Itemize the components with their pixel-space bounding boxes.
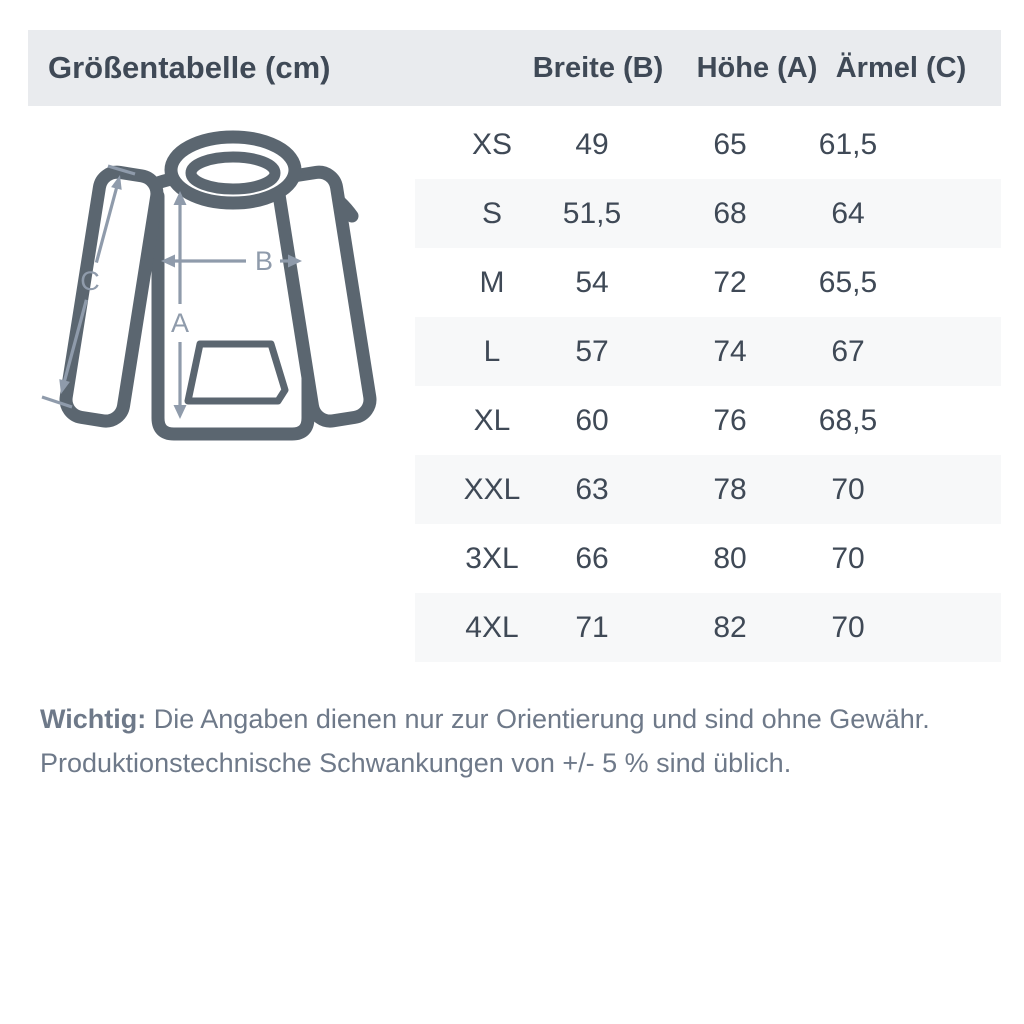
size-label: 3XL xyxy=(465,542,519,575)
aermel-value: 68,5 xyxy=(818,404,878,437)
size-label: L xyxy=(483,335,501,368)
table-row-4xl xyxy=(415,593,1001,662)
breite-value: 54 xyxy=(575,266,609,299)
column-header-aermel: Ärmel (C) xyxy=(835,52,967,84)
table-row-3xl xyxy=(415,524,1001,593)
table-row-l xyxy=(415,317,1001,386)
hoehe-value: 72 xyxy=(713,266,747,299)
hoehe-value: 74 xyxy=(713,335,747,368)
page-title: Größentabelle (cm) xyxy=(48,50,331,85)
table-row-xxl xyxy=(415,455,1001,524)
breite-value: 66 xyxy=(575,542,609,575)
aermel-value: 70 xyxy=(831,542,865,575)
hoehe-value: 65 xyxy=(713,128,747,161)
aermel-value: 61,5 xyxy=(818,128,878,161)
aermel-value: 64 xyxy=(831,197,865,230)
disclaimer-bold-label: Wichtig: xyxy=(40,704,147,734)
breite-value: 49 xyxy=(575,128,609,161)
aermel-value: 67 xyxy=(831,335,865,368)
breite-value: 71 xyxy=(575,611,609,644)
size-label: 4XL xyxy=(465,611,519,644)
size-label: XL xyxy=(473,404,511,437)
disclaimer-line2: Produktionstechnische Schwankungen von +/- 5 % sind üblich. xyxy=(40,748,792,778)
breite-value: 60 xyxy=(575,404,609,437)
table-row-s xyxy=(415,179,1001,248)
size-label: XS xyxy=(471,128,513,161)
hoehe-value: 68 xyxy=(713,197,747,230)
size-label: XXL xyxy=(463,473,521,506)
hoehe-value: 76 xyxy=(713,404,747,437)
aermel-value: 65,5 xyxy=(818,266,878,299)
table-row-xl xyxy=(415,386,1001,455)
table-row-m xyxy=(415,248,1001,317)
breite-value: 51,5 xyxy=(562,197,622,230)
hoodie-pocket xyxy=(188,344,285,401)
size-label: S xyxy=(481,197,503,230)
aermel-value: 70 xyxy=(831,473,865,506)
column-header-hoehe: Höhe (A) xyxy=(696,52,818,84)
table-header-band xyxy=(28,30,1001,106)
disclaimer-note xyxy=(40,697,970,785)
hoehe-value: 82 xyxy=(713,611,747,644)
breite-value: 63 xyxy=(575,473,609,506)
disclaimer-line1: Die Angaben dienen nur zur Orientierung und sind ohne Gewähr. xyxy=(153,704,930,734)
dimension-c-label: C xyxy=(80,266,100,296)
size-label: M xyxy=(479,266,505,299)
column-header-breite: Breite (B) xyxy=(532,52,664,84)
hoodie-measurement-diagram xyxy=(28,118,408,458)
hoehe-value: 80 xyxy=(713,542,747,575)
dimension-b-label: B xyxy=(254,246,274,276)
table-row-xs xyxy=(415,110,1001,179)
breite-value: 57 xyxy=(575,335,609,368)
dimension-a-label: A xyxy=(170,308,190,338)
hoehe-value: 78 xyxy=(713,473,747,506)
aermel-value: 70 xyxy=(831,611,865,644)
